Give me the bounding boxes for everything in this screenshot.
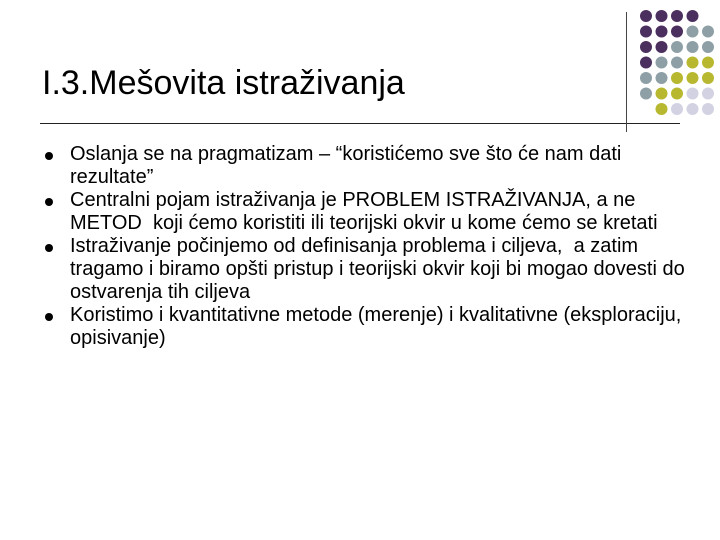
decorative-dot <box>702 26 714 38</box>
dot-grid-decoration <box>638 8 720 116</box>
bullet-list <box>45 143 691 350</box>
decorative-dot <box>702 41 714 53</box>
decorative-dot <box>656 72 668 84</box>
decorative-dot <box>671 57 683 69</box>
decorative-dot <box>702 88 714 100</box>
decorative-dot <box>656 103 668 115</box>
decorative-dot <box>640 88 652 100</box>
decorative-dot <box>656 10 668 22</box>
vertical-divider <box>626 12 627 132</box>
decorative-dot <box>702 57 714 69</box>
decorative-dot <box>671 72 683 84</box>
decorative-dot <box>687 103 699 115</box>
decorative-dot <box>671 26 683 38</box>
decorative-dot <box>656 26 668 38</box>
decorative-dot <box>656 41 668 53</box>
bullet-item-4: Koristimo i kvantitativne metode (merenje) i kvalitativne (eksploraciju, opisivanje) <box>45 304 685 350</box>
decorative-dot <box>671 88 683 100</box>
decorative-dot <box>640 41 652 53</box>
decorative-dot <box>687 26 699 38</box>
decorative-dot <box>687 72 699 84</box>
decorative-dot <box>656 88 668 100</box>
decorative-dot <box>687 57 699 69</box>
decorative-dot <box>671 41 683 53</box>
bullet-item-2: Centralni pojam istraživanja je PROBLEM ISTRAŽIVANJA, a ne METOD koji ćemo koristiti ili teorijski okvir u kome ćemo se kretati <box>45 189 685 235</box>
bullet-item-3: Istraživanje počinjemo od definisanja problema i ciljeva, a zatim tragamo i biramo opšti pristup i teorijski okvir koji bi mogao dovesti do ostvarenja tih ciljeva <box>45 235 685 304</box>
decorative-dot <box>640 72 652 84</box>
decorative-dot <box>640 26 652 38</box>
decorative-dot <box>687 10 699 22</box>
title-divider <box>40 123 680 124</box>
bullet-item-1: Oslanja se na pragmatizam – “koristićemo sve što će nam dati rezultate” <box>45 143 685 189</box>
decorative-dot <box>640 10 652 22</box>
decorative-dot <box>687 41 699 53</box>
decorative-dot <box>702 72 714 84</box>
decorative-dot <box>702 103 714 115</box>
decorative-dot <box>671 10 683 22</box>
decorative-dot <box>640 57 652 69</box>
slide-title: I.3.Mešovita istraživanja <box>42 64 405 102</box>
decorative-dot <box>687 88 699 100</box>
decorative-dot <box>671 103 683 115</box>
decorative-dot <box>656 57 668 69</box>
